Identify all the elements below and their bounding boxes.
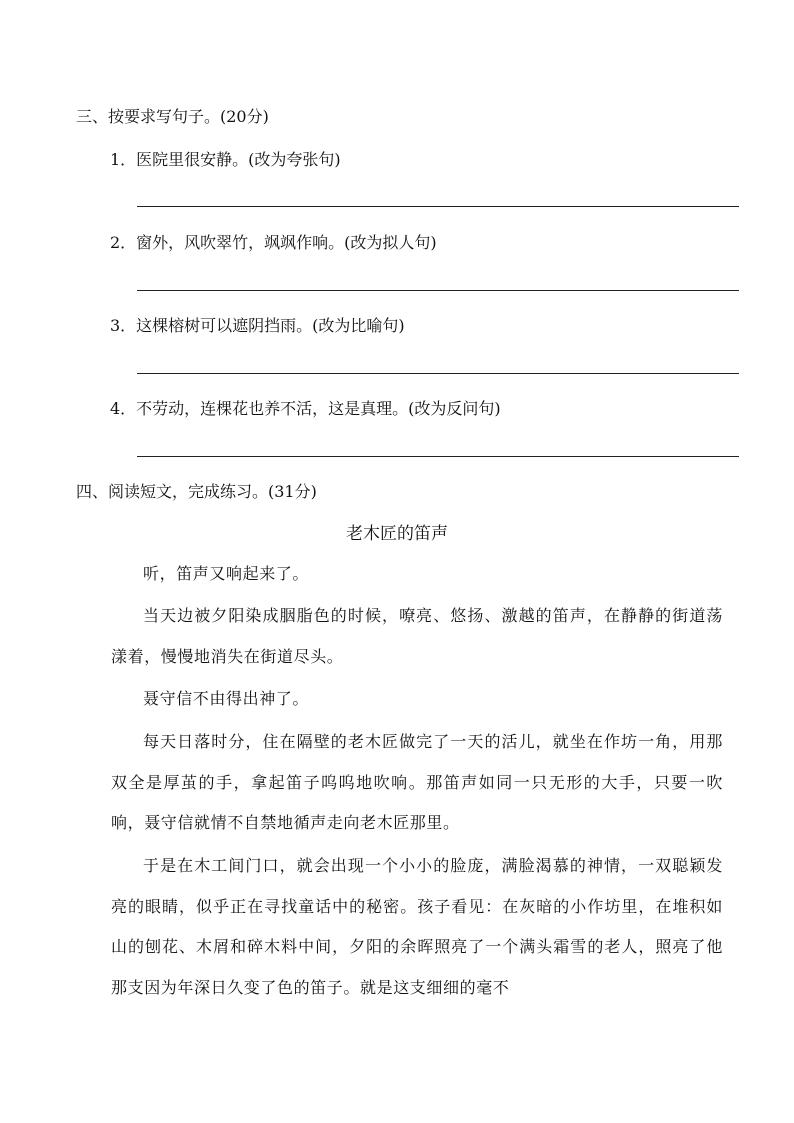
passage-paragraph-1: 听，笛声又响起来了。 — [143, 564, 310, 583]
question-1: 1．医院里很安静。(改为夸张句) — [110, 150, 341, 169]
question-3: 3．这棵榕树可以遮阴挡雨。(改为比喻句) — [110, 316, 405, 335]
passage-paragraph-3: 聂守信不由得出神了。 — [143, 689, 310, 708]
question-4: 4．不劳动，连棵花也养不活，这是真理。(改为反问句) — [110, 399, 501, 418]
answer-line-4[interactable] — [137, 456, 739, 457]
section-4-heading: 四、阅读短文，完成练习。(31分) — [76, 482, 317, 501]
passage-paragraph-2: 当天边被夕阳染成胭脂色的时候，嘹亮、悠扬、激越的笛声，在静静的街道荡漾着，慢慢地消失在街道尽头。 — [111, 606, 723, 666]
answer-line-3[interactable] — [137, 373, 739, 374]
passage-paragraph-4: 每天日落时分，住在隔壁的老木匠做完了一天的活儿，就坐在作坊一角，用那双全是厚茧的手，拿起笛子呜呜地吹响。那笛声如同一只无形的大手，只要一吹响，聂守信就情不自禁地循声走向老木匠那里。 — [111, 732, 723, 832]
passage-title: 老木匠的笛声 — [346, 524, 448, 544]
question-2: 2．窗外，风吹翠竹，飒飒作响。(改为拟人句) — [110, 233, 437, 252]
answer-line-1[interactable] — [137, 206, 739, 207]
answer-line-2[interactable] — [137, 290, 739, 291]
section-3-heading: 三、按要求写句子。(20分) — [76, 107, 269, 126]
passage-paragraph-5: 于是在木工间门口，就会出现一个小小的脸庞，满脸渴慕的神情，一双聪颖发亮的眼睛，似乎正在寻找童话中的秘密。孩子看见：在灰暗的小作坊里，在堆积如山的刨花、木屑和碎木料中间，夕阳的余晖照亮了一个满头霜雪的老人，照亮了他那支因为年深日久变了色的笛子。就是这支细细的毫不 — [111, 856, 723, 997]
